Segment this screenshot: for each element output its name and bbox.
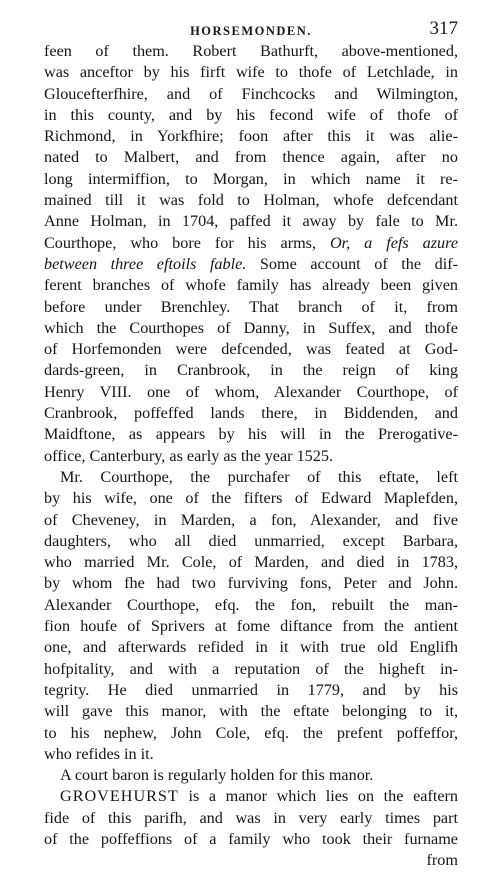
line-text: fide of this parifh, and was in very early times part [44, 808, 458, 827]
text-line [44, 573, 458, 594]
line-text: feen of them. Robert Bathurft, above-mentioned, [44, 42, 458, 60]
line-text: in this county, and by his fecond wife of thofe of [44, 105, 458, 124]
page-header [44, 18, 458, 42]
line-text: Richmond, in Yorkfhire; foon after this it was alie- [44, 127, 458, 146]
line-text: from [426, 851, 458, 870]
text-line [44, 254, 458, 275]
text-line [44, 467, 458, 488]
text-line [44, 552, 458, 573]
line-text: is a manor which lies on the eaftern [178, 787, 458, 806]
text-line [44, 744, 458, 765]
text-line [44, 637, 458, 658]
line-text: was anceftor by his firft wife to thofe of Letchlade, in [44, 63, 458, 82]
line-text: one, and afterwards refided in it with true old Englifh [44, 638, 458, 657]
text-line [44, 360, 458, 381]
line-text: Cranbrook, poffeffed lands there, in Biddenden, and [44, 404, 458, 423]
small-caps-heading: GROVEHURST [60, 787, 179, 806]
text-line [44, 339, 458, 360]
line-text: nated to Malbert, and from thence again, after no [44, 148, 458, 167]
text-line [44, 318, 458, 339]
text-line [44, 62, 458, 83]
text-line [44, 595, 458, 616]
line-text: hofpitality, and with a reputation of the higheft in- [44, 659, 458, 678]
line-text: of Cheveney, in Marden, a fon, Alexander, and five [44, 510, 458, 529]
page-number: 317 [429, 18, 458, 39]
line-text: fion houfe of Sprivers at fome diftance from the antient [44, 617, 458, 636]
text-line [44, 765, 458, 786]
line-text: by whom fhe had two furviving fons, Peter and John. [44, 574, 458, 593]
text-line [44, 403, 458, 424]
line-text: daughters, who all died unmarried, except Barbara, [44, 531, 458, 550]
text-line [44, 808, 458, 829]
line-text: Anne Holman, in 1704, paffed it away by fale to Mr. [44, 212, 458, 231]
line-text: Maidftone, as appears by his will in the Prerogative- [44, 425, 458, 444]
line-text: Henry VIII. one of whom, Alexander Courthope, of [44, 382, 458, 401]
text-line [44, 786, 458, 807]
line-text: Gloucefterfhire, and of Finchcocks and Wilmington, [44, 84, 458, 103]
text-line [44, 446, 458, 467]
line-text: will gave this manor, with the eftate belonging to it, [44, 702, 458, 721]
text-line [44, 382, 458, 403]
text-line [44, 211, 458, 232]
text-line [44, 84, 458, 105]
text-line [44, 190, 458, 211]
line-text: ferent branches of whofe family has already been given [44, 276, 458, 295]
text-line [44, 275, 458, 296]
text-line [44, 850, 458, 871]
text-line [44, 126, 458, 147]
line-text: of the poffeffions of a family who took their furname [44, 829, 458, 848]
text-line [44, 169, 458, 190]
body-text [44, 41, 458, 872]
line-text: before under Brenchley. That branch of it, from [44, 297, 458, 316]
running-head: HORSEMONDEN. [190, 24, 312, 38]
line-text: who refides in it. [44, 744, 154, 763]
line-text: Courthope, who bore for his arms, [44, 233, 330, 252]
line-text: long intermiffion, to Morgan, in which name it re- [44, 169, 458, 188]
line-text: Some account of the dif- [246, 254, 458, 273]
text-line [44, 233, 458, 254]
line-text: A court baron is regularly holden for this manor. [60, 766, 374, 785]
line-text: of Horfemonden were defcended, was feated at God- [44, 340, 458, 359]
text-line [44, 488, 458, 509]
line-text: Mr. Courthope, the purchafer of this eftate, left [60, 467, 458, 486]
italic-text: between three eftoils fable. [44, 254, 247, 273]
text-line [44, 829, 458, 850]
text-line [44, 723, 458, 744]
line-text: dards-green, in Cranbrook, in the reign of king [44, 361, 458, 380]
line-text: office, Canterbury, as early as the year 1525. [44, 446, 334, 465]
line-text: who married Mr. Cole, of Marden, and died in 1783, [44, 553, 458, 572]
line-text: mained till it was fold to Holman, whofe defcendant [44, 191, 458, 210]
line-text: which the Courthopes of Danny, in Suffex, and thofe [44, 318, 458, 337]
text-line [44, 147, 458, 168]
text-line [44, 680, 458, 701]
text-line [44, 41, 458, 62]
line-text: by his wife, one of the fifters of Edward Maplefden, [44, 489, 458, 508]
text-line [44, 531, 458, 552]
text-line [44, 424, 458, 445]
line-text: tegrity. He died unmarried in 1779, and by his [44, 680, 458, 699]
text-line [44, 510, 458, 531]
text-line [44, 701, 458, 722]
line-text: to his nephew, John Cole, efq. the prefent poffeffor, [44, 723, 458, 742]
text-line [44, 297, 458, 318]
text-line [44, 616, 458, 637]
italic-text: Or, a fefs azure [329, 233, 459, 252]
line-text: Alexander Courthope, efq. the fon, rebuilt the man- [44, 595, 458, 614]
text-line [44, 105, 458, 126]
text-line [44, 659, 458, 680]
